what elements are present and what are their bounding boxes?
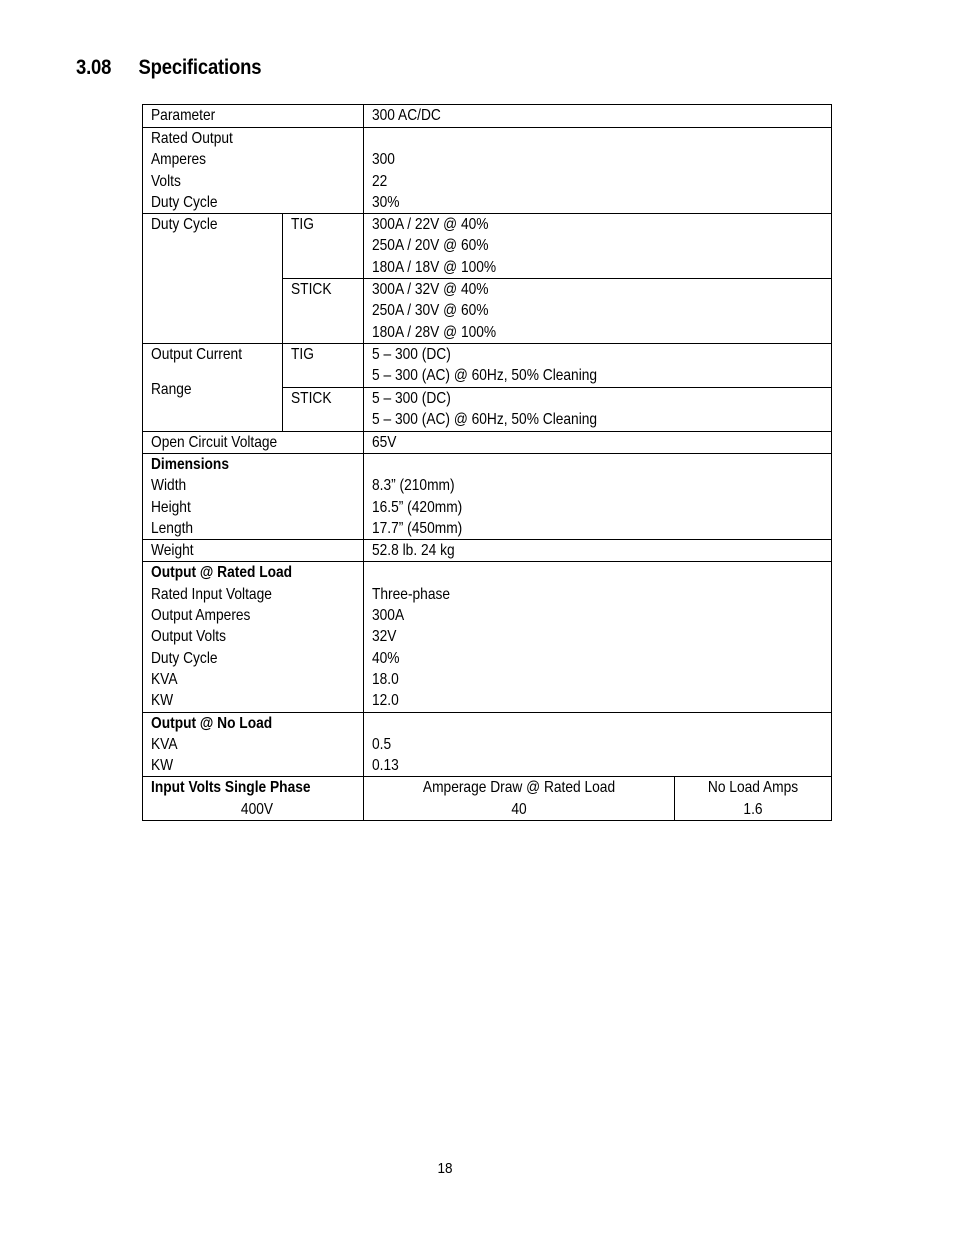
width-value: 8.3” (210mm) xyxy=(372,477,455,495)
height-value: 16.5” (420mm) xyxy=(372,498,463,516)
amperage-draw-value: 40 xyxy=(511,800,527,818)
volts-label: Volts xyxy=(151,172,181,190)
no-load-amps-value: 1.6 xyxy=(743,800,763,818)
duty-stick-value-3: 180A / 28V @ 100% xyxy=(372,323,497,341)
rated-kva-label: KVA xyxy=(151,670,178,688)
page-number: 18 xyxy=(437,1160,453,1177)
no-load-kva-label: KVA xyxy=(151,735,178,753)
duty-tig-value-1: 300A / 22V @ 40% xyxy=(372,216,489,234)
table-row-input xyxy=(143,777,832,821)
current-stick-value-2: 5 – 300 (AC) @ 60Hz, 50% Cleaning xyxy=(372,411,598,429)
duty-stick-values xyxy=(364,279,832,344)
ocv-value: 65V xyxy=(372,433,397,451)
rated-duty-cycle-label: Duty Cycle xyxy=(151,649,218,667)
duty-tig-label: TIG xyxy=(291,216,314,234)
rated-load-labels xyxy=(143,562,364,712)
amperes-label: Amperes xyxy=(151,151,207,169)
width-label: Width xyxy=(151,477,187,495)
length-label: Length xyxy=(151,519,194,537)
length-value: 17.7” (450mm) xyxy=(372,519,463,537)
duty-stick-value-2: 250A / 30V @ 60% xyxy=(372,302,489,320)
table-row-no-load xyxy=(143,712,832,777)
weight-value: 52.8 lb. 24 kg xyxy=(372,542,455,560)
duty-cycle-value: 30% xyxy=(372,193,400,211)
table-row-header xyxy=(143,105,832,128)
output-amperes-label: Output Amperes xyxy=(151,607,251,625)
rated-duty-cycle-value: 40% xyxy=(372,649,400,667)
model-header-cell xyxy=(364,105,832,128)
current-stick-label-cell xyxy=(283,388,364,432)
table-row-dimensions xyxy=(143,453,832,539)
current-tig-label-cell xyxy=(283,344,364,388)
duty-cycle-cell xyxy=(143,214,283,344)
table-row-ocv xyxy=(143,431,832,453)
input-volts-cell xyxy=(143,777,364,821)
duty-tig-label-cell xyxy=(283,214,364,279)
no-load-amps-cell xyxy=(675,777,832,821)
dimensions-labels xyxy=(143,453,364,539)
duty-stick-label: STICK xyxy=(291,281,332,299)
rated-input-voltage-label: Rated Input Voltage xyxy=(151,585,272,603)
amperage-draw-cell xyxy=(364,777,675,821)
table-row-output-current-tig xyxy=(143,344,832,388)
current-stick-label: STICK xyxy=(291,390,332,408)
no-load-heading: Output @ No Load xyxy=(151,714,273,732)
duty-tig-value-3: 180A / 18V @ 100% xyxy=(372,258,497,276)
rated-load-heading: Output @ Rated Load xyxy=(151,564,293,582)
amperes-value: 300 xyxy=(372,151,395,169)
rated-kw-value: 12.0 xyxy=(372,692,399,710)
rated-kva-value: 18.0 xyxy=(372,670,399,688)
no-load-values xyxy=(364,712,832,777)
no-load-kw-label: KW xyxy=(151,757,174,775)
table-row-duty-cycle-tig xyxy=(143,214,832,279)
weight-value-cell xyxy=(364,540,832,562)
current-tig-label: TIG xyxy=(291,346,314,364)
height-label: Height xyxy=(151,498,191,516)
parameter-header-cell xyxy=(143,105,364,128)
rated-output-heading: Rated Output xyxy=(151,130,233,147)
ocv-label: Open Circuit Voltage xyxy=(151,433,278,451)
no-load-kva-value: 0.5 xyxy=(372,735,392,753)
rated-output-values xyxy=(364,128,832,214)
no-load-kw-value: 0.13 xyxy=(372,757,399,775)
output-volts-label: Output Volts xyxy=(151,628,226,646)
current-stick-values xyxy=(364,388,832,432)
duty-tig-value-2: 250A / 20V @ 60% xyxy=(372,237,489,255)
input-volts-heading: Input Volts Single Phase xyxy=(151,779,311,797)
current-tig-values xyxy=(364,344,832,388)
rated-load-values xyxy=(364,562,832,712)
duty-cycle-heading: Duty Cycle xyxy=(151,216,218,234)
duty-tig-values xyxy=(364,214,832,279)
current-tig-value-2: 5 – 300 (AC) @ 60Hz, 50% Cleaning xyxy=(372,367,598,385)
parameter-header: Parameter xyxy=(151,107,216,124)
output-current-label: Output Current xyxy=(151,346,243,364)
weight-label: Weight xyxy=(151,542,194,560)
rated-input-voltage-value: Three-phase xyxy=(372,585,451,603)
section-number: 3.08 xyxy=(76,56,112,79)
duty-stick-value-1: 300A / 32V @ 40% xyxy=(372,281,489,299)
input-volts-value: 400V xyxy=(240,800,274,818)
specifications-table xyxy=(142,104,832,821)
section-heading xyxy=(76,56,261,80)
table-row-weight xyxy=(143,540,832,562)
current-stick-value-1: 5 – 300 (DC) xyxy=(372,390,451,408)
model-header: 300 AC/DC xyxy=(372,107,441,124)
amperage-draw-heading: Amperage Draw @ Rated Load xyxy=(422,779,616,797)
dimensions-values xyxy=(364,453,832,539)
rated-output-labels xyxy=(143,128,364,214)
range-label: Range xyxy=(151,381,192,399)
duty-stick-label-cell xyxy=(283,279,364,344)
volts-value: 22 xyxy=(372,172,388,190)
table-row-rated-output xyxy=(143,128,832,214)
weight-label-cell xyxy=(143,540,364,562)
current-tig-value-1: 5 – 300 (DC) xyxy=(372,346,451,364)
output-amperes-value: 300A xyxy=(372,607,405,625)
ocv-label-cell xyxy=(143,431,364,453)
no-load-amps-heading: No Load Amps xyxy=(707,779,799,797)
rated-kw-label: KW xyxy=(151,692,174,710)
dimensions-heading: Dimensions xyxy=(151,455,229,473)
output-volts-value: 32V xyxy=(372,628,397,646)
duty-cycle-label: Duty Cycle xyxy=(151,193,218,211)
section-title: Specifications xyxy=(138,56,262,79)
ocv-value-cell xyxy=(364,431,832,453)
output-current-cell xyxy=(143,344,283,432)
no-load-labels xyxy=(143,712,364,777)
table-row-rated-load xyxy=(143,562,832,712)
